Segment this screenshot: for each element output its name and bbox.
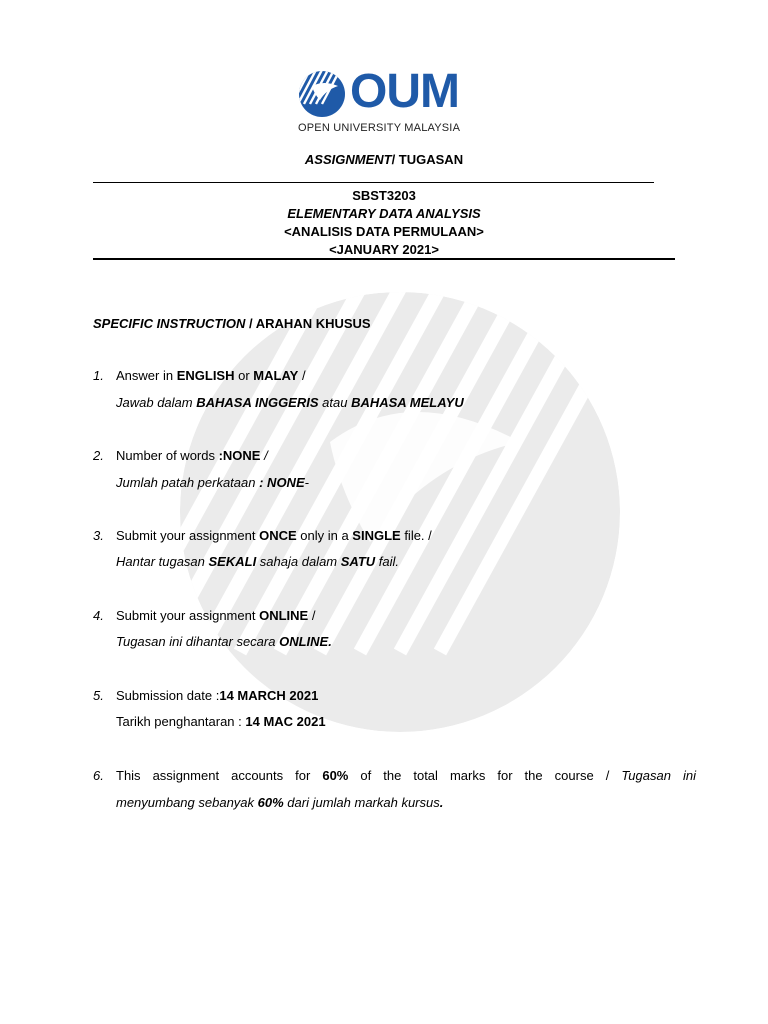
item-3-malay: Hantar tugasan SEKALI sahaja dalam SATU fail.	[116, 554, 400, 569]
semester: <JANUARY 2021>	[329, 242, 439, 257]
course-name: ELEMENTARY DATA ANALYSIS	[287, 206, 481, 221]
item-5-english: Submission date :14 MARCH 2021	[116, 688, 319, 703]
divider-bottom	[93, 258, 675, 260]
item-3-english: Submit your assignment ONCE only in a SINGLE file. /	[116, 528, 432, 543]
logo-wordmark: OUM	[350, 65, 459, 118]
item-6-number: 6.	[93, 768, 104, 783]
logo-subtitle: OPEN UNIVERSITY MALAYSIA	[298, 122, 461, 134]
oum-logo	[298, 65, 474, 134]
course-name-malay: <ANALISIS DATA PERMULAAN>	[284, 224, 484, 239]
item-1-english: Answer in ENGLISH or MALAY /	[116, 368, 306, 383]
item-6-line-1: This assignment accounts for 60% of the total marks for the course / Tugasan ini	[116, 768, 696, 783]
item-4-number: 4.	[93, 608, 104, 623]
course-code: SBST3203	[352, 188, 416, 203]
item-1-number: 1.	[93, 368, 104, 383]
divider-top	[93, 182, 654, 183]
item-4-english: Submit your assignment ONLINE /	[116, 608, 316, 623]
item-2-english: Number of words :NONE /	[116, 448, 268, 463]
assignment-label-en: ASSIGNMENT	[304, 152, 392, 167]
document-heading	[0, 151, 768, 168]
item-3-number: 3.	[93, 528, 104, 543]
item-2-number: 2.	[93, 448, 104, 463]
item-6-line-2: menyumbang sebanyak 60% dari jumlah markah kursus.	[116, 795, 444, 810]
oum-emblem-icon	[298, 70, 346, 118]
assignment-label-my: / TUGASAN	[391, 152, 464, 167]
instructions-heading: SPECIFIC INSTRUCTION / ARAHAN KHUSUS	[93, 316, 371, 331]
item-4-malay: Tugasan ini dihantar secara ONLINE.	[116, 634, 332, 649]
item-5-malay: Tarikh penghantaran : 14 MAC 2021	[116, 714, 326, 729]
item-5-number: 5.	[93, 688, 104, 703]
item-2-malay: Jumlah patah perkataan : NONE-	[116, 475, 309, 490]
item-1-malay: Jawab dalam BAHASA INGGERIS atau BAHASA MELAYU	[116, 395, 464, 410]
